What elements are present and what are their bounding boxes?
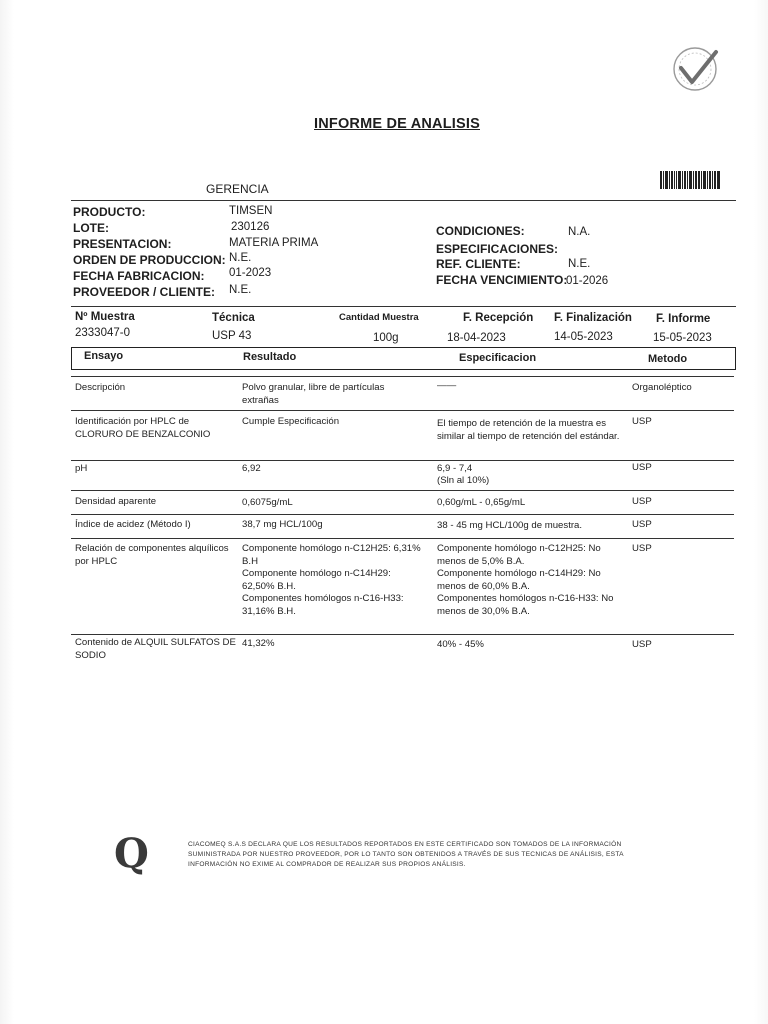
table-row-ph-metodo: USP <box>632 462 652 473</box>
condiciones-value: N.A. <box>568 226 591 238</box>
table-row-ph-especificacion: 6,9 - 7,4 <box>437 463 473 474</box>
orden-produccion-label: ORDEN DE PRODUCCION: <box>73 253 226 267</box>
table-row-acidez-resultado: 38,7 mg HCL/100g <box>242 519 323 530</box>
company-logo: Q <box>114 830 149 877</box>
tecnica-value: USP 43 <box>212 330 252 342</box>
fecha-recepcion-value: 18-04-2023 <box>447 332 506 344</box>
table-row-densidad-especificacion: 0,60g/mL - 0,65g/mL <box>437 497 526 508</box>
fecha-recepcion-label: F. Recepción <box>463 312 534 324</box>
table-row-alquil-metodo: USP <box>632 639 652 650</box>
divider-row-2 <box>71 460 734 461</box>
table-header-resultado: Resultado <box>243 351 297 363</box>
table-header-especificacion: Especificacion <box>459 352 537 364</box>
table-row-densidad-metodo: USP <box>632 496 652 507</box>
divider-row-4 <box>71 514 734 515</box>
ref-cliente-value: N.E. <box>568 258 591 270</box>
table-header <box>71 347 736 370</box>
cantidad-muestra-label: Cantidad Muestra <box>339 312 419 323</box>
report-title: INFORME DE ANALISIS <box>314 116 480 132</box>
fecha-finalizacion-value: 14-05-2023 <box>554 331 613 343</box>
orden-produccion-value: N.E. <box>229 252 252 264</box>
presentacion-value: MATERIA PRIMA <box>229 237 319 249</box>
table-row-relacion-resultado-1: Componente homólogo n-C12H25: 6,31% B.H <box>242 543 421 567</box>
muestra-label: Nº Muestra <box>75 311 135 323</box>
divider-row-3 <box>71 490 734 491</box>
fecha-fabricacion-value: 01-2023 <box>229 267 272 279</box>
table-row-densidad-resultado: 0,6075g/mL <box>242 497 293 508</box>
table-row-acidez-metodo: USP <box>632 519 652 530</box>
table-row-relacion-especificacion-2: Componente homólogo n-C14H29: No menos de 60,0% B.A. <box>437 568 601 592</box>
checkmark-seal-icon <box>668 44 722 94</box>
table-row-acidez-especificacion: 38 - 45 mg HCL/100g de muestra. <box>437 520 583 531</box>
table-row-alquil-especificacion: 40% - 45% <box>437 639 484 650</box>
producto-value: TIMSEN <box>229 205 273 217</box>
table-row-relacion-metodo: USP <box>632 543 652 554</box>
muestra-value: 2333047-0 <box>75 327 130 339</box>
table-row-relacion-resultado-3: Componentes homólogos n-C16-H33: 31,16% B.H. <box>242 593 404 617</box>
table-row-ph-especificacion-note: (Sln al 10%) <box>437 475 490 486</box>
divider-top <box>71 200 736 201</box>
table-row-relacion-ensayo: Relación de componentes alquílicos por HPLC <box>75 543 229 567</box>
fecha-vencimiento-value: 01-2026 <box>566 275 609 287</box>
fecha-vencimiento-label: FECHA VENCIMIENTO: <box>436 273 568 287</box>
table-row-alquil-ensayo: Contenido de ALQUIL SULFATOS DE SODIO <box>75 637 236 661</box>
table-row-relacion-especificacion-1: Componente homólogo n-C12H25: No menos de 5,0% B.A. <box>437 543 601 567</box>
table-row-descripcion-ensayo: Descripción <box>75 382 126 393</box>
table-row-identificacion-especificacion: El tiempo de retención de la muestra es similar al tiempo de retención del estándar. <box>437 418 620 442</box>
table-row-relacion-resultado-2: Componente homólogo n-C14H29: 62,50% B.H. <box>242 568 391 592</box>
table-row-descripcion-especificacion: —— <box>437 380 457 391</box>
table-row-acidez-ensayo: Índice de acidez (Método I) <box>75 519 191 530</box>
proveedor-cliente-value: N.E. <box>229 284 252 296</box>
table-row-ph-resultado: 6,92 <box>242 463 261 474</box>
condiciones-label: CONDICIONES: <box>436 224 525 238</box>
table-row-descripcion-metodo: Organoléptico <box>632 382 692 393</box>
table-row-ph-ensayo: pH <box>75 463 88 474</box>
footer-disclaimer: CIACOMEQ S.A.S DECLARA QUE LOS RESULTADOS REPORTADOS EN ESTE CERTIFICADO SON TOMADOS DE LA INFORMACIÓN SUMINISTRADA POR NUESTRO PROVEEDOR, POR LO TANTO SON OBTENIDOS A TRAVÉS DE SUS TECNICAS DE ANÁLISIS, ESTA INFORMACIÓN NO EXIME AL COMPRADOR DE REALIZAR SUS PROPIOS ANÁLISIS. <box>188 841 624 868</box>
table-header-ensayo: Ensayo <box>84 350 124 362</box>
tecnica-label: Técnica <box>212 312 255 324</box>
cantidad-muestra-value: 100g <box>373 332 399 344</box>
table-row-identificacion-resultado: Cumple Especificación <box>242 416 340 427</box>
fecha-finalizacion-label: F. Finalización <box>554 312 632 324</box>
table-row-descripcion-resultado: Polvo granular, libre de partículas extrañas <box>242 382 385 406</box>
table-header-metodo: Metodo <box>648 353 688 365</box>
table-row-identificacion-metodo: USP <box>632 416 652 427</box>
table-row-relacion-especificacion-3: Componentes homólogos n-C16-H33: No menos de 30,0% B.A. <box>437 593 614 617</box>
divider-row-5 <box>71 538 734 539</box>
fecha-informe-value: 15-05-2023 <box>653 332 712 344</box>
producto-label: PRODUCTO: <box>73 205 146 219</box>
divider-row-1 <box>71 410 734 411</box>
proveedor-cliente-label: PROVEEDOR / CLIENTE: <box>73 285 216 299</box>
presentacion-label: PRESENTACION: <box>73 237 172 251</box>
department-label: GERENCIA <box>206 182 269 196</box>
especificaciones-label: ESPECIFICACIONES: <box>436 242 559 256</box>
ref-cliente-label: REF. CLIENTE: <box>436 257 521 271</box>
divider-table-top <box>71 376 734 377</box>
table-row-densidad-ensayo: Densidad aparente <box>75 496 157 507</box>
divider-row-6 <box>71 634 734 635</box>
divider-sample <box>71 306 736 307</box>
lote-label: LOTE: <box>73 221 109 235</box>
lote-value: 230126 <box>231 221 270 233</box>
fecha-fabricacion-label: FECHA FABRICACION: <box>73 269 205 283</box>
table-row-identificacion-ensayo: Identificación por HPLC de CLORURO DE BENZALCONIO <box>75 416 211 440</box>
fecha-informe-label: F. Informe <box>656 313 711 325</box>
barcode-icon <box>660 171 722 189</box>
table-row-alquil-resultado: 41,32% <box>242 638 275 649</box>
